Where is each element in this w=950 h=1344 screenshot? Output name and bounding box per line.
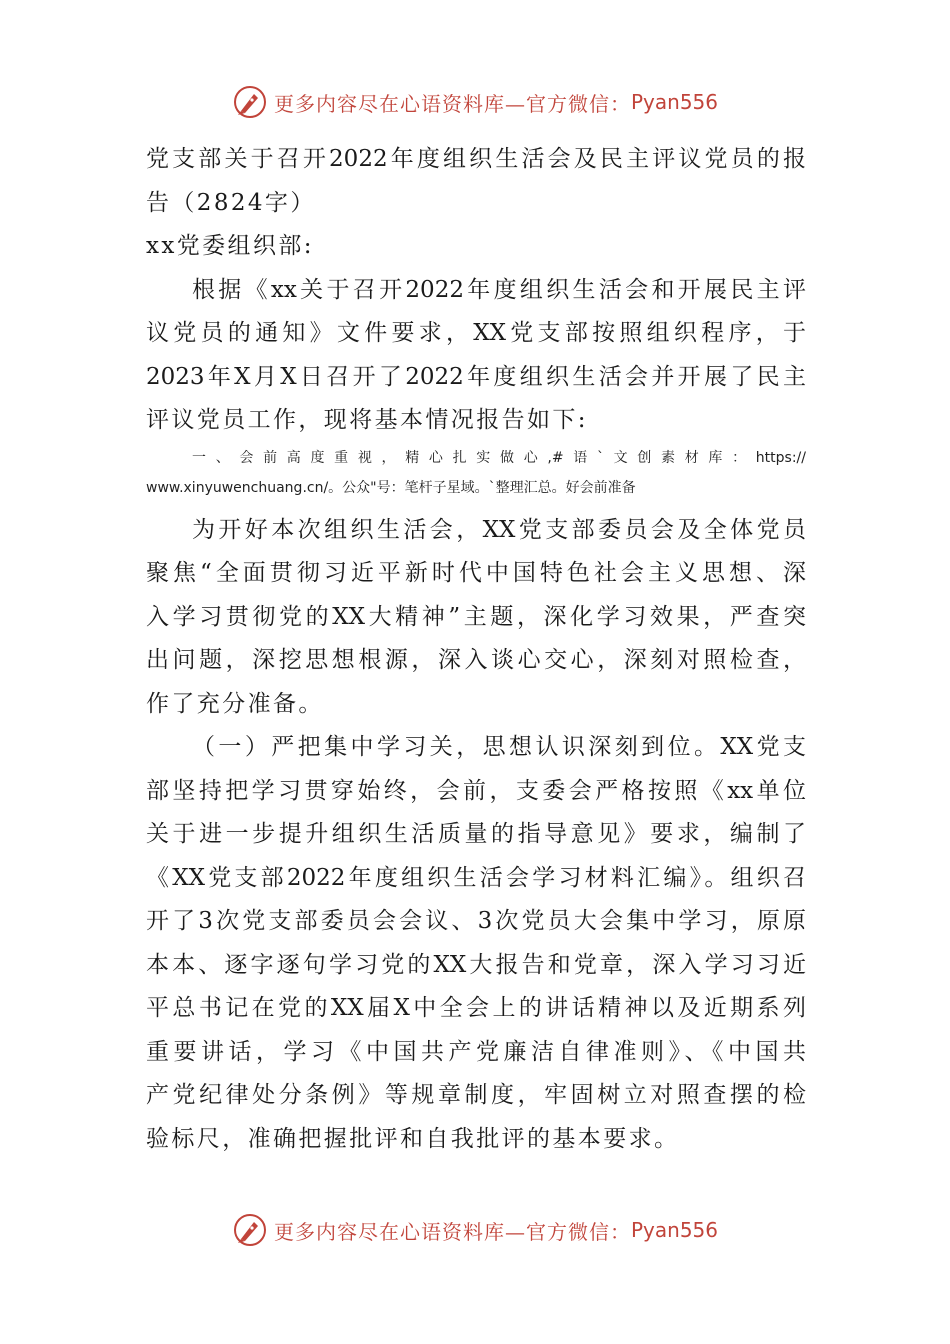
- intro-line-4: 评议党员工作，现将基本情况报告如下:: [146, 407, 588, 433]
- para2-line-3: 关于进一步提升组织生活质量的指导意见》要求，编制了: [146, 821, 806, 847]
- banner-text: 更多内容尽在心语资料库—官方微信：: [273, 1219, 631, 1244]
- banner-wechat-id: Pyan556: [630, 90, 718, 114]
- para2-line-10: 验标尺，准确把握批评和自我批评的基本要求。: [146, 1125, 680, 1152]
- intro-line-3: 2023年X月X日召开了2022年度组织生活会并开展了民主: [146, 363, 806, 390]
- section-heading-line-2: www.xinyuwenchuang.cn/。公众"号：笔杆子星域。`整理汇总。好会前准备: [146, 479, 636, 496]
- para1-line-5: 作了充分准备。: [146, 690, 324, 717]
- para2-line-8: 重要讲话，学习《中国共产党廉洁自律准则》、《中国共: [146, 1038, 806, 1065]
- document-body: [146, 138, 806, 1161]
- doc-title-line-2: 告（2824字）: [146, 189, 316, 216]
- header-banner: [0, 82, 950, 122]
- para2-line-7: 平总书记在党的XX届X中全会上的讲话精神以及近期系列: [146, 995, 806, 1021]
- para1-line-1: 为开好本次组织生活会，XX党支部委员会及全体党员: [192, 516, 806, 543]
- para1-line-4: 出问题，深挖思想根源，深入谈心交心，深刻对照检查，: [146, 647, 806, 673]
- para2-line-5: 开了3次党支部委员会会议、3次党员大会集中学习，原原: [146, 908, 806, 934]
- pen-nib-icon: [232, 84, 268, 120]
- footer-banner: [0, 1210, 950, 1250]
- para1-line-2: 聚焦“全面贯彻习近平新时代中国特色社会主义思想、深: [146, 560, 806, 586]
- para1-line-3: 入学习贯彻党的XX大精神”主题，深化学习效果，严查突: [146, 603, 806, 630]
- section-heading-line-1: 一、会前高度重视，精心扎实做心,#语`文创素材库：https://: [192, 449, 806, 466]
- doc-title-line-1: 党支部关于召开2022年度组织生活会及民主评议党员的报: [146, 146, 806, 172]
- para2-line-6: 本本、逐字逐句学习党的XX大报告和党章，深入学习习近: [146, 951, 806, 978]
- intro-line-2: 议党员的通知》文件要求，XX党支部按照组织程序，于: [146, 320, 806, 346]
- para2-line-2: 部坚持把学习贯穿始终，会前，支委会严格按照《xx单位: [146, 777, 806, 804]
- para2-line-1: （一）严把集中学习关，思想认识深刻到位。XX党支: [192, 734, 806, 760]
- addressee: xx党委组织部:: [146, 233, 314, 259]
- banner-text: 更多内容尽在心语资料库—官方微信：: [273, 91, 631, 116]
- intro-line-1: 根据《xx关于召开2022年度组织生活会和开展民主评: [192, 276, 806, 303]
- para2-line-4: 《XX党支部2022年度组织生活会学习材料汇编》。组织召: [146, 864, 806, 891]
- para2-line-9: 产党纪律处分条例》等规章制度，牢固树立对照查摆的检: [146, 1082, 806, 1108]
- pen-nib-icon: [232, 1212, 268, 1248]
- banner-wechat-id: Pyan556: [630, 1218, 718, 1242]
